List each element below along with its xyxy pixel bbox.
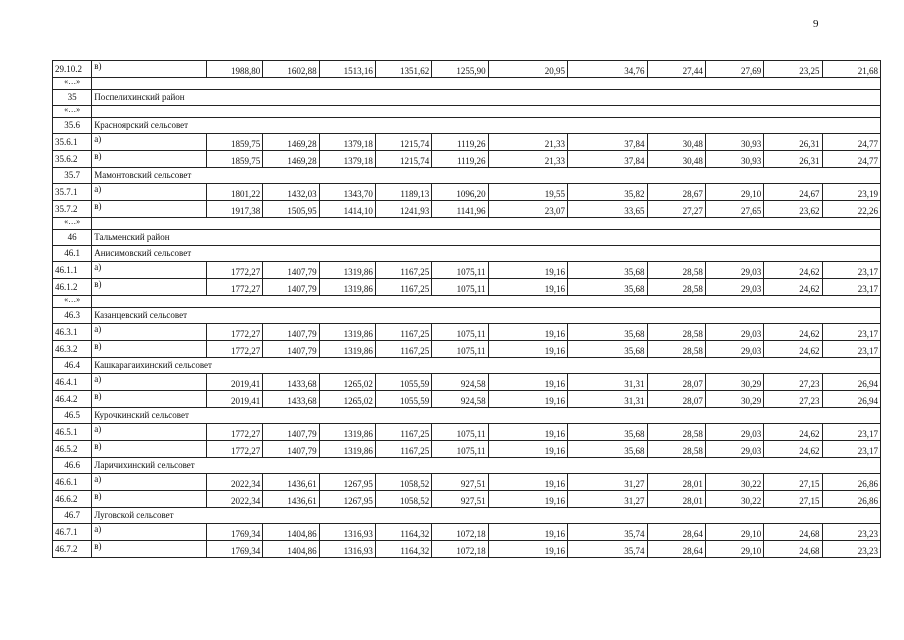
value-cell: 29,03 <box>705 262 763 279</box>
value-cell: 28,64 <box>647 541 705 558</box>
value-cell: 1075,11 <box>432 279 488 296</box>
value-cell: 1072,18 <box>432 524 488 541</box>
row-subitem: а) <box>92 184 207 201</box>
value-cell: 1241,93 <box>375 201 431 218</box>
value-cell: 1859,75 <box>206 134 262 151</box>
ellipsis-mark: «…» <box>53 296 92 308</box>
value-cell: 30,48 <box>647 151 705 168</box>
value-cell: 1167,25 <box>375 262 431 279</box>
section-name: Кашкарагаихинский сельсовет <box>92 358 881 374</box>
value-cell: 27,15 <box>764 491 822 508</box>
value-cell: 1505,95 <box>263 201 319 218</box>
value-cell: 24,62 <box>764 424 822 441</box>
value-cell: 1772,27 <box>206 262 262 279</box>
value-cell: 1055,59 <box>375 374 431 391</box>
value-cell: 1379,18 <box>319 151 375 168</box>
value-cell: 1164,32 <box>375 541 431 558</box>
value-cell: 1075,11 <box>432 341 488 358</box>
value-cell: 1096,20 <box>432 184 488 201</box>
value-cell: 1119,26 <box>432 151 488 168</box>
row-code: 29.10.2 <box>53 61 92 78</box>
value-cell: 1058,52 <box>375 474 431 491</box>
value-cell: 26,86 <box>822 474 880 491</box>
value-cell: 1119,26 <box>432 134 488 151</box>
value-cell: 28,07 <box>647 391 705 408</box>
value-cell: 1319,86 <box>319 324 375 341</box>
table-row <box>53 184 881 201</box>
value-cell: 1432,03 <box>263 184 319 201</box>
value-cell: 1772,27 <box>206 324 262 341</box>
row-subitem: в) <box>92 61 207 78</box>
row-subitem: в) <box>92 151 207 168</box>
value-cell: 1075,11 <box>432 424 488 441</box>
table-row <box>53 134 881 151</box>
value-cell: 1058,52 <box>375 491 431 508</box>
value-cell: 1404,86 <box>263 541 319 558</box>
row-subitem: а) <box>92 424 207 441</box>
section-code: 46.5 <box>53 408 92 424</box>
value-cell: 1769,34 <box>206 541 262 558</box>
value-cell: 28,58 <box>647 341 705 358</box>
value-cell: 23,19 <box>822 184 880 201</box>
row-subitem: а) <box>92 324 207 341</box>
value-cell: 1436,61 <box>263 474 319 491</box>
value-cell: 1433,68 <box>263 391 319 408</box>
value-cell: 28,07 <box>647 374 705 391</box>
value-cell: 23,62 <box>764 201 822 218</box>
value-cell: 24,62 <box>764 341 822 358</box>
row-subitem: в) <box>92 441 207 458</box>
row-code: 46.5.2 <box>53 441 92 458</box>
value-cell: 23,25 <box>764 61 822 78</box>
value-cell: 21,68 <box>822 61 880 78</box>
value-cell: 19,16 <box>488 491 567 508</box>
value-cell: 1167,25 <box>375 424 431 441</box>
value-cell: 23,17 <box>822 324 880 341</box>
ellipsis-row <box>53 218 881 230</box>
value-cell: 28,01 <box>647 491 705 508</box>
section-code: 46.4 <box>53 358 92 374</box>
value-cell: 23,17 <box>822 279 880 296</box>
value-cell: 27,15 <box>764 474 822 491</box>
value-cell: 24,77 <box>822 134 880 151</box>
value-cell: 1404,86 <box>263 524 319 541</box>
value-cell: 30,93 <box>705 134 763 151</box>
section-name: Ларичихинский сельсовет <box>92 458 881 474</box>
table-body <box>53 61 881 558</box>
value-cell: 23,17 <box>822 441 880 458</box>
value-cell: 28,67 <box>647 184 705 201</box>
value-cell: 35,74 <box>568 524 647 541</box>
value-cell: 1075,11 <box>432 262 488 279</box>
value-cell: 1189,13 <box>375 184 431 201</box>
section-header-row <box>53 508 881 524</box>
section-name: Красноярский сельсовет <box>92 118 881 134</box>
section-header-row <box>53 168 881 184</box>
value-cell: 26,94 <box>822 374 880 391</box>
ellipsis-mark: «…» <box>53 106 92 118</box>
section-name: Поспелихинский район <box>92 90 881 106</box>
value-cell: 28,58 <box>647 324 705 341</box>
value-cell: 24,68 <box>764 541 822 558</box>
row-subitem: в) <box>92 541 207 558</box>
section-code: 46.6 <box>53 458 92 474</box>
value-cell: 1988,80 <box>206 61 262 78</box>
section-name: Казанцевский сельсовет <box>92 308 881 324</box>
value-cell: 1433,68 <box>263 374 319 391</box>
table-row <box>53 324 881 341</box>
value-cell: 19,16 <box>488 474 567 491</box>
value-cell: 1513,16 <box>319 61 375 78</box>
value-cell: 1407,79 <box>263 279 319 296</box>
row-code: 46.6.1 <box>53 474 92 491</box>
ellipsis-blank <box>92 78 881 90</box>
section-header-row <box>53 230 881 246</box>
value-cell: 1316,93 <box>319 541 375 558</box>
value-cell: 1772,27 <box>206 279 262 296</box>
row-subitem: а) <box>92 262 207 279</box>
value-cell: 1407,79 <box>263 262 319 279</box>
section-code: 46.3 <box>53 308 92 324</box>
row-code: 35.7.2 <box>53 201 92 218</box>
value-cell: 2019,41 <box>206 374 262 391</box>
value-cell: 28,01 <box>647 474 705 491</box>
value-cell: 1215,74 <box>375 151 431 168</box>
section-name: Анисимовский сельсовет <box>92 246 881 262</box>
value-cell: 23,17 <box>822 424 880 441</box>
value-cell: 1265,02 <box>319 374 375 391</box>
value-cell: 26,31 <box>764 151 822 168</box>
row-code: 46.1.2 <box>53 279 92 296</box>
value-cell: 31,31 <box>568 374 647 391</box>
row-subitem: а) <box>92 474 207 491</box>
value-cell: 1414,10 <box>319 201 375 218</box>
value-cell: 35,68 <box>568 424 647 441</box>
value-cell: 927,51 <box>432 474 488 491</box>
value-cell: 35,68 <box>568 324 647 341</box>
value-cell: 35,68 <box>568 262 647 279</box>
value-cell: 31,27 <box>568 474 647 491</box>
value-cell: 30,93 <box>705 151 763 168</box>
value-cell: 1265,02 <box>319 391 375 408</box>
row-subitem: а) <box>92 524 207 541</box>
row-subitem: в) <box>92 491 207 508</box>
value-cell: 19,55 <box>488 184 567 201</box>
value-cell: 29,10 <box>705 184 763 201</box>
row-subitem: в) <box>92 341 207 358</box>
value-cell: 19,16 <box>488 262 567 279</box>
value-cell: 23,07 <box>488 201 567 218</box>
row-subitem: в) <box>92 201 207 218</box>
value-cell: 1772,27 <box>206 341 262 358</box>
value-cell: 24,68 <box>764 524 822 541</box>
value-cell: 28,58 <box>647 441 705 458</box>
value-cell: 1602,88 <box>263 61 319 78</box>
value-cell: 24,62 <box>764 324 822 341</box>
value-cell: 27,23 <box>764 374 822 391</box>
value-cell: 30,22 <box>705 474 763 491</box>
table-row <box>53 151 881 168</box>
table-row <box>53 374 881 391</box>
value-cell: 29,10 <box>705 524 763 541</box>
value-cell: 35,68 <box>568 279 647 296</box>
tariff-table <box>52 60 881 558</box>
value-cell: 23,17 <box>822 262 880 279</box>
value-cell: 1319,86 <box>319 441 375 458</box>
value-cell: 1436,61 <box>263 491 319 508</box>
table-row <box>53 474 881 491</box>
value-cell: 24,62 <box>764 441 822 458</box>
section-header-row <box>53 90 881 106</box>
table-row <box>53 279 881 296</box>
value-cell: 21,33 <box>488 134 567 151</box>
value-cell: 29,10 <box>705 541 763 558</box>
value-cell: 28,58 <box>647 262 705 279</box>
value-cell: 27,27 <box>647 201 705 218</box>
section-name: Луговской сельсовет <box>92 508 881 524</box>
value-cell: 35,68 <box>568 441 647 458</box>
value-cell: 1075,11 <box>432 441 488 458</box>
section-name: Тальменский район <box>92 230 881 246</box>
section-name: Курочкинский сельсовет <box>92 408 881 424</box>
value-cell: 1407,79 <box>263 424 319 441</box>
row-subitem: а) <box>92 374 207 391</box>
value-cell: 1072,18 <box>432 541 488 558</box>
table-row <box>53 441 881 458</box>
value-cell: 1769,34 <box>206 524 262 541</box>
value-cell: 37,84 <box>568 151 647 168</box>
value-cell: 1267,95 <box>319 491 375 508</box>
value-cell: 19,16 <box>488 541 567 558</box>
value-cell: 30,29 <box>705 391 763 408</box>
page-number: 9 <box>813 18 819 30</box>
value-cell: 1319,86 <box>319 341 375 358</box>
value-cell: 23,17 <box>822 341 880 358</box>
table-row <box>53 541 881 558</box>
value-cell: 1141,96 <box>432 201 488 218</box>
value-cell: 924,58 <box>432 374 488 391</box>
value-cell: 1267,95 <box>319 474 375 491</box>
table-row <box>53 491 881 508</box>
value-cell: 1469,28 <box>263 151 319 168</box>
section-header-row <box>53 358 881 374</box>
table-row <box>53 61 881 78</box>
value-cell: 1351,62 <box>375 61 431 78</box>
row-code: 46.1.1 <box>53 262 92 279</box>
value-cell: 33,65 <box>568 201 647 218</box>
row-code: 46.3.2 <box>53 341 92 358</box>
value-cell: 1407,79 <box>263 324 319 341</box>
value-cell: 19,16 <box>488 324 567 341</box>
value-cell: 20,95 <box>488 61 567 78</box>
value-cell: 31,27 <box>568 491 647 508</box>
value-cell: 1772,27 <box>206 424 262 441</box>
section-code: 35.7 <box>53 168 92 184</box>
value-cell: 1167,25 <box>375 441 431 458</box>
value-cell: 1772,27 <box>206 441 262 458</box>
section-header-row <box>53 118 881 134</box>
section-code: 46.1 <box>53 246 92 262</box>
value-cell: 28,58 <box>647 279 705 296</box>
value-cell: 1407,79 <box>263 341 319 358</box>
section-header-row <box>53 458 881 474</box>
value-cell: 1215,74 <box>375 134 431 151</box>
ellipsis-blank <box>92 106 881 118</box>
value-cell: 19,16 <box>488 341 567 358</box>
value-cell: 19,16 <box>488 524 567 541</box>
value-cell: 30,48 <box>647 134 705 151</box>
ellipsis-row <box>53 296 881 308</box>
value-cell: 26,94 <box>822 391 880 408</box>
row-code: 35.7.1 <box>53 184 92 201</box>
section-code: 46.7 <box>53 508 92 524</box>
value-cell: 1167,25 <box>375 324 431 341</box>
ellipsis-blank <box>92 296 881 308</box>
value-cell: 23,23 <box>822 541 880 558</box>
section-header-row <box>53 246 881 262</box>
value-cell: 1407,79 <box>263 441 319 458</box>
section-code: 46 <box>53 230 92 246</box>
row-code: 46.3.1 <box>53 324 92 341</box>
value-cell: 30,22 <box>705 491 763 508</box>
value-cell: 19,16 <box>488 441 567 458</box>
row-code: 46.4.1 <box>53 374 92 391</box>
value-cell: 1255,90 <box>432 61 488 78</box>
table-row <box>53 341 881 358</box>
table-row <box>53 262 881 279</box>
table-row <box>53 391 881 408</box>
value-cell: 29,03 <box>705 324 763 341</box>
value-cell: 26,86 <box>822 491 880 508</box>
row-code: 46.7.2 <box>53 541 92 558</box>
table-row <box>53 524 881 541</box>
value-cell: 29,03 <box>705 424 763 441</box>
value-cell: 2019,41 <box>206 391 262 408</box>
value-cell: 19,16 <box>488 391 567 408</box>
value-cell: 2022,34 <box>206 491 262 508</box>
value-cell: 2022,34 <box>206 474 262 491</box>
row-code: 46.6.2 <box>53 491 92 508</box>
value-cell: 19,16 <box>488 424 567 441</box>
value-cell: 27,44 <box>647 61 705 78</box>
ellipsis-row <box>53 106 881 118</box>
row-code: 46.5.1 <box>53 424 92 441</box>
section-header-row <box>53 408 881 424</box>
row-code: 35.6.2 <box>53 151 92 168</box>
value-cell: 1379,18 <box>319 134 375 151</box>
section-header-row <box>53 308 881 324</box>
value-cell: 22,26 <box>822 201 880 218</box>
ellipsis-blank <box>92 218 881 230</box>
value-cell: 26,31 <box>764 134 822 151</box>
value-cell: 1319,86 <box>319 424 375 441</box>
value-cell: 27,23 <box>764 391 822 408</box>
value-cell: 1343,70 <box>319 184 375 201</box>
value-cell: 27,69 <box>705 61 763 78</box>
value-cell: 24,77 <box>822 151 880 168</box>
row-subitem: в) <box>92 391 207 408</box>
value-cell: 1316,93 <box>319 524 375 541</box>
value-cell: 1319,86 <box>319 279 375 296</box>
value-cell: 37,84 <box>568 134 647 151</box>
value-cell: 29,03 <box>705 279 763 296</box>
value-cell: 927,51 <box>432 491 488 508</box>
section-code: 35.6 <box>53 118 92 134</box>
value-cell: 29,03 <box>705 341 763 358</box>
value-cell: 31,31 <box>568 391 647 408</box>
value-cell: 29,03 <box>705 441 763 458</box>
row-subitem: в) <box>92 279 207 296</box>
section-name: Мамонтовский сельсовет <box>92 168 881 184</box>
value-cell: 21,33 <box>488 151 567 168</box>
value-cell: 24,62 <box>764 262 822 279</box>
value-cell: 24,62 <box>764 279 822 296</box>
table-row <box>53 201 881 218</box>
value-cell: 27,65 <box>705 201 763 218</box>
value-cell: 1055,59 <box>375 391 431 408</box>
value-cell: 1469,28 <box>263 134 319 151</box>
value-cell: 23,23 <box>822 524 880 541</box>
value-cell: 1917,38 <box>206 201 262 218</box>
section-code: 35 <box>53 90 92 106</box>
ellipsis-mark: «…» <box>53 78 92 90</box>
value-cell: 24,67 <box>764 184 822 201</box>
row-code: 46.4.2 <box>53 391 92 408</box>
value-cell: 35,82 <box>568 184 647 201</box>
ellipsis-row <box>53 78 881 90</box>
value-cell: 35,68 <box>568 341 647 358</box>
value-cell: 28,64 <box>647 524 705 541</box>
value-cell: 19,16 <box>488 279 567 296</box>
value-cell: 1167,25 <box>375 279 431 296</box>
value-cell: 1319,86 <box>319 262 375 279</box>
value-cell: 19,16 <box>488 374 567 391</box>
value-cell: 30,29 <box>705 374 763 391</box>
value-cell: 924,58 <box>432 391 488 408</box>
value-cell: 1164,32 <box>375 524 431 541</box>
table-row <box>53 424 881 441</box>
value-cell: 1801,22 <box>206 184 262 201</box>
row-code: 35.6.1 <box>53 134 92 151</box>
value-cell: 1859,75 <box>206 151 262 168</box>
value-cell: 1167,25 <box>375 341 431 358</box>
value-cell: 34,76 <box>568 61 647 78</box>
row-code: 46.7.1 <box>53 524 92 541</box>
value-cell: 1075,11 <box>432 324 488 341</box>
row-subitem: а) <box>92 134 207 151</box>
value-cell: 28,58 <box>647 424 705 441</box>
value-cell: 35,74 <box>568 541 647 558</box>
ellipsis-mark: «…» <box>53 218 92 230</box>
